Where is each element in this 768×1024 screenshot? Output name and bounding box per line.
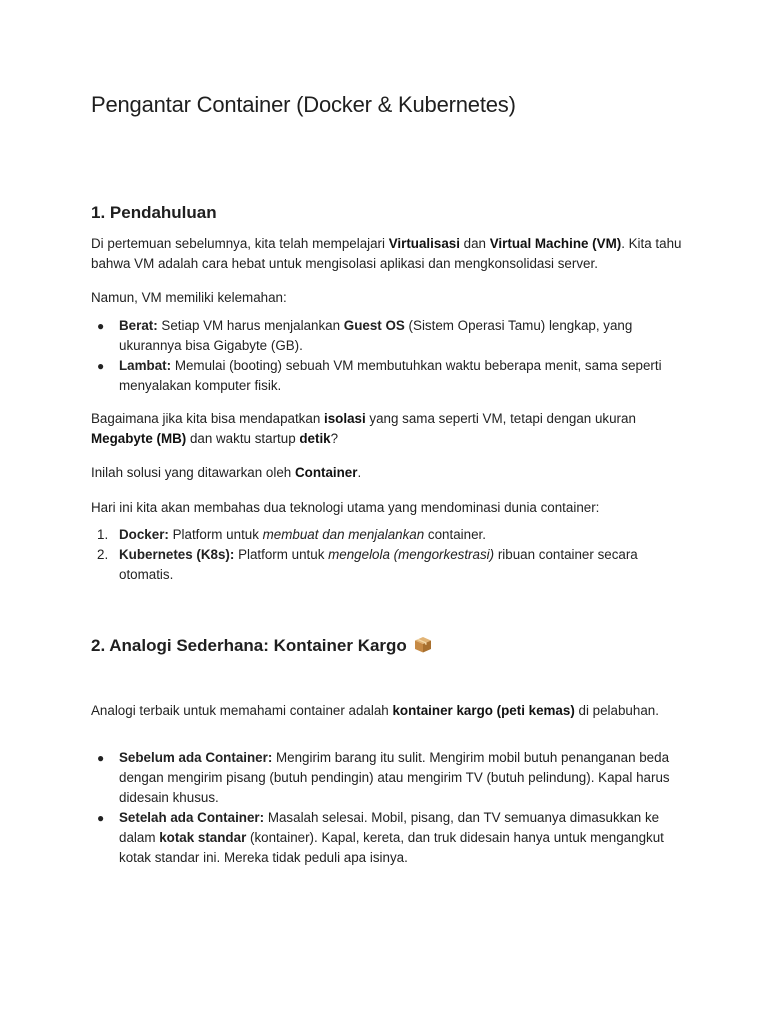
text: container. — [424, 527, 486, 542]
bold-text: Kubernetes (K8s): — [119, 547, 235, 562]
technology-list — [91, 525, 691, 585]
text: dan waktu startup — [186, 431, 300, 446]
list-item — [91, 356, 691, 396]
bold-text: Berat: — [119, 318, 158, 333]
text: (kontainer). Kapal, kereta, dan truk didesain hanya untuk mengangkut kotak standar ini. Mereka tidak peduli apa isinya. — [119, 830, 664, 865]
text: yang sama seperti VM, tetapi dengan ukuran — [365, 411, 636, 426]
text: dan — [459, 236, 490, 251]
italic-text: membuat dan menjalankan — [262, 527, 425, 542]
text: Bagaimana jika kita bisa mendapatkan — [91, 411, 324, 426]
list-number: 2. — [97, 547, 109, 562]
bold-text: Virtualisasi — [388, 236, 460, 251]
weakness-list — [91, 316, 691, 396]
text: Analogi terbaik untuk memahami container adalah — [91, 703, 393, 718]
text: ribuan container secara otomatis. — [119, 547, 638, 582]
bullet: ● — [97, 319, 105, 333]
text: Di pertemuan sebelumnya, kita telah mempelajari — [91, 236, 389, 251]
paragraph-technologies: Hari ini kita akan membahas dua teknologi utama yang mendominasi dunia container: — [91, 500, 600, 515]
paragraph-analogy — [91, 701, 691, 721]
section-heading-analogi — [91, 636, 432, 656]
text: Setiap VM harus menjalankan — [157, 318, 344, 333]
italic-text: mengelola (mengorkestrasi) — [328, 547, 495, 562]
list-number: 1. — [97, 527, 109, 542]
text: (Sistem Operasi Tamu) lengkap, yang ukurannya bisa Gigabyte (GB). — [119, 318, 633, 353]
paragraph-question — [91, 409, 691, 449]
text: ? — [330, 431, 339, 446]
bullet: ● — [97, 751, 105, 765]
text: Memulai (booting) sebuah VM membutuhkan waktu beberapa menit, sama seperti menyalakan komputer fisik. — [119, 358, 662, 393]
bold-text: Sebelum ada Container: — [119, 750, 273, 765]
bullet: ● — [97, 359, 105, 373]
bold-text: kotak standar — [159, 830, 247, 845]
paragraph-solution — [91, 463, 691, 483]
paragraph-intro — [91, 234, 691, 274]
bold-text: Lambat: — [119, 358, 172, 373]
text: Masalah selesai. Mobil, pisang, dan TV semuanya dimasukkan ke dalam — [119, 810, 660, 845]
bold-text: kontainer kargo (peti kemas) — [392, 703, 575, 718]
text: Inilah solusi yang ditawarkan oleh — [91, 465, 295, 480]
bold-text: Container — [294, 465, 358, 480]
bold-text: Guest OS — [343, 318, 405, 333]
bullet: ● — [97, 811, 105, 825]
text: . — [357, 465, 362, 480]
analogy-list — [91, 748, 691, 868]
bold-text: Setelah ada Container: — [119, 810, 265, 825]
bold-text: detik — [299, 431, 331, 446]
list-item — [91, 808, 691, 868]
text: di pelabuhan. — [574, 703, 659, 718]
text: Platform untuk — [234, 547, 329, 562]
bold-text: Virtual Machine (VM) — [489, 236, 622, 251]
paragraph-weakness-intro: Namun, VM memiliki kelemahan: — [91, 290, 287, 305]
package-box-icon — [414, 636, 432, 653]
bold-text: Docker: — [119, 527, 169, 542]
bold-text: isolasi — [324, 411, 366, 426]
bold-text: Megabyte (MB) — [91, 431, 187, 446]
list-item — [91, 525, 691, 545]
text: . Kita tahu bahwa VM adalah cara hebat untuk mengisolasi aplikasi dan mengkonsolidasi server. — [91, 236, 682, 271]
heading-text: 2. Analogi Sederhana: Kontainer Kargo — [91, 636, 407, 655]
section-heading-pendahuluan: 1. Pendahuluan — [91, 203, 217, 222]
page-title: Pengantar Container (Docker & Kubernetes) — [91, 92, 516, 117]
text: Mengirim barang itu sulit. Mengirim mobil butuh penanganan beda dengan mengirim pisang (butuh pendingin) atau mengirim TV (butuh pelindung). Kapal harus didesain khusus. — [119, 750, 670, 805]
list-item — [91, 748, 691, 808]
list-item — [91, 545, 691, 585]
text: Platform untuk — [168, 527, 263, 542]
list-item — [91, 316, 691, 356]
